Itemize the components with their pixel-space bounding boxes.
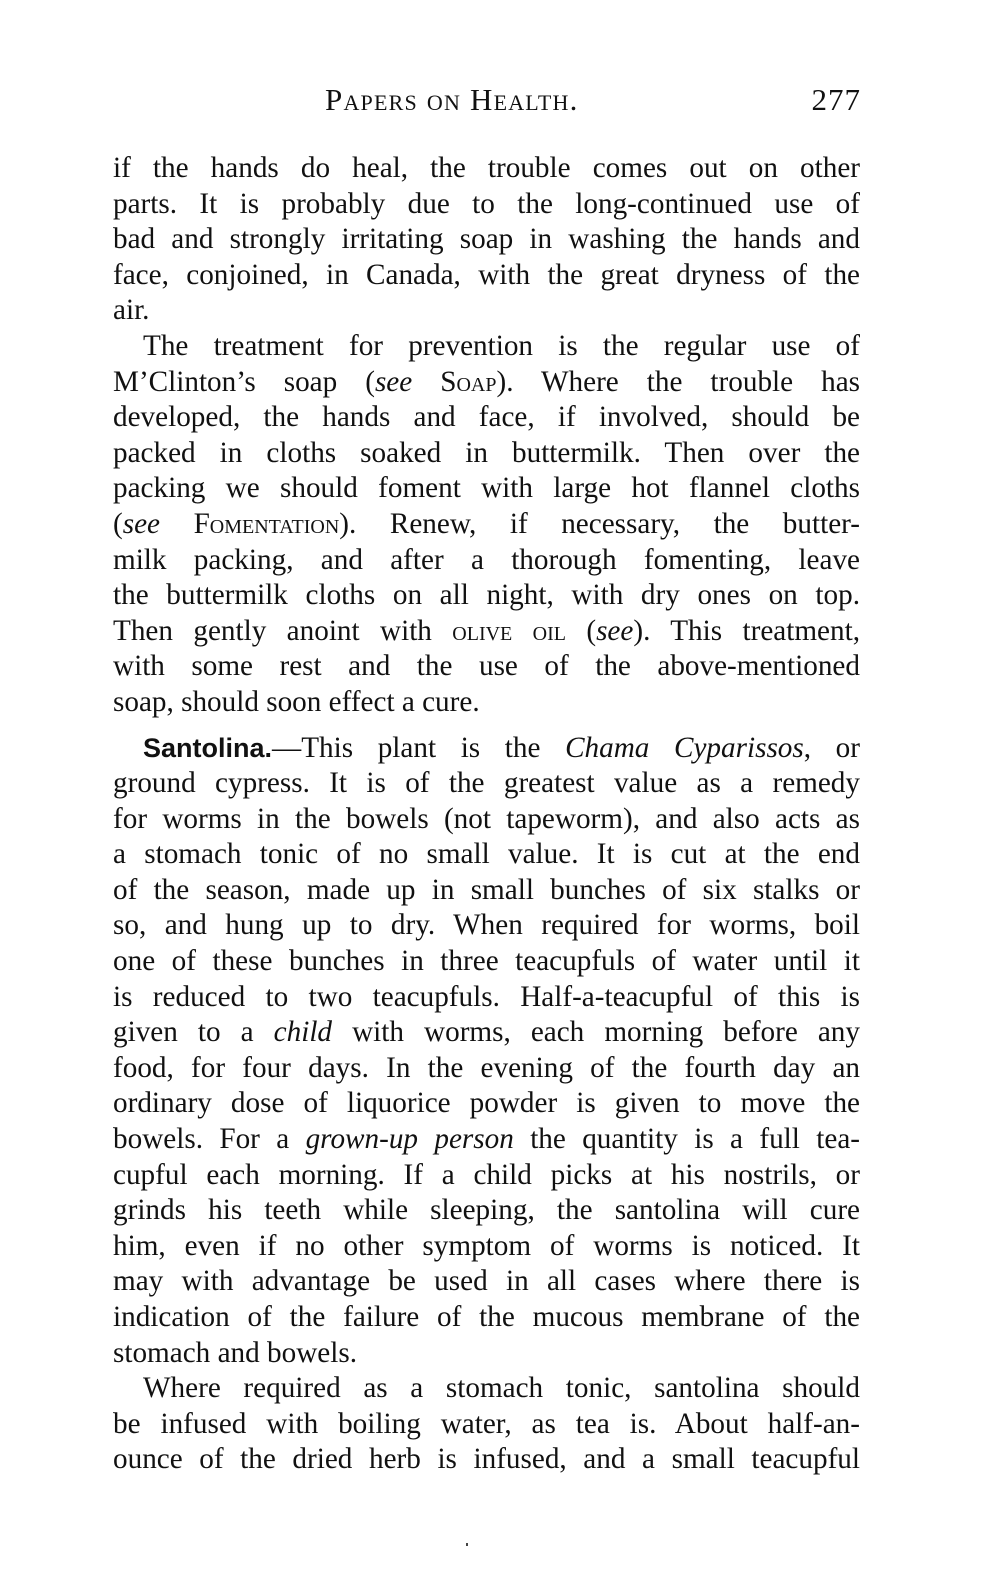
text-line: grinds his teeth while sleeping, the santolina will cure (113, 1194, 860, 1227)
entry-santolina (113, 731, 860, 1372)
text-line: milk packing, and after a thorough fomenting, leave (113, 543, 860, 576)
text-line: may with advantage be used in all cases where there is (113, 1265, 860, 1298)
text-line: if the hands do heal, the trouble comes out on other (113, 152, 860, 184)
text-line: food, for four days. In the evening of the fourth day an (113, 1051, 860, 1084)
text-line (113, 1015, 860, 1051)
text-line: parts. It is probably due to the long-continued use of (113, 187, 860, 220)
paragraph-treatment (113, 329, 860, 721)
entry-headword: Santolina. (143, 732, 273, 763)
text-line: indication of the failure of the mucous membrane of the (113, 1301, 860, 1333)
text-run: ). Where the trouble has (496, 365, 861, 398)
emphasis-italic: child (273, 1016, 333, 1049)
text-line: developed, the hands and face, if involved, should be (113, 401, 860, 434)
text-line: a stomach tonic of no small value. It is cut at the end (113, 838, 860, 871)
scan-speck (466, 1543, 468, 1546)
text-line: for worms in the bowels (not tapeworm), and also acts as (113, 802, 860, 835)
text-run: —This plant is the (272, 731, 566, 764)
text-run: with worms, each morning before any (332, 1016, 860, 1049)
text-run: given to a (113, 1016, 274, 1049)
text-line: packed in cloths soaked in buttermilk. Then over the (113, 436, 860, 469)
see-reference-italic: see (596, 614, 634, 647)
paragraph-gap (113, 721, 860, 731)
text-line: bad and strongly irritating soap in washing the hands and (113, 223, 860, 256)
see-reference-italic: see (374, 365, 413, 398)
latin-name: Chama Cyparissos (565, 731, 804, 764)
paragraph-continuation (113, 151, 860, 329)
text-line: packing we should foment with large hot flannel cloths (113, 472, 860, 505)
text-run: Then gently anoint with (113, 614, 453, 647)
text-line: face, conjoined, in Canada, with the great dryness of the (113, 258, 860, 291)
text-line: with some rest and the use of the above-mentioned (113, 650, 860, 683)
text-run: ( (113, 507, 123, 540)
text-line: is reduced to two teacupfuls. Half-a-teacupful of this is (113, 980, 860, 1013)
text-run: bowels. For a (113, 1123, 306, 1156)
text-line: the buttermilk cloths on all night, with dry ones on top. (113, 579, 860, 612)
text-line: ounce of the dried herb is infused, and a small teacupful (113, 1443, 860, 1476)
text-line: one of these bunches in three teacupfuls of water until it (113, 945, 860, 978)
text-line: him, even if no other symptom of worms is noticed. It (113, 1229, 860, 1262)
text-line: The treatment for prevention is the regular use of (143, 329, 860, 362)
text-run: , or (803, 731, 860, 764)
text-line (113, 507, 860, 543)
text-run: ). This treatment, (633, 614, 860, 647)
page-body (113, 151, 860, 1478)
text-run: the quantity is a full tea- (513, 1123, 860, 1156)
emphasis-italic: grown-up person (305, 1123, 514, 1156)
text-line: be infused with boiling water, as tea is. About half-an- (113, 1407, 860, 1440)
text-line: cupful each morning. If a child picks at his nostrils, or (113, 1158, 860, 1191)
text-line: of the season, made up in small bunches of six stalks or (113, 873, 860, 906)
running-title: Papers on Health. (325, 82, 579, 117)
text-line: so, and hung up to dry. When required for worms, boil (113, 909, 860, 942)
text-line: ground cypress. It is of the greatest value as a remedy (113, 767, 860, 800)
text-run: M’Clinton’s soap ( (113, 365, 375, 398)
cross-reference-olive-oil: olive oil (452, 614, 566, 647)
paragraph-stomach-tonic (113, 1371, 860, 1478)
text-line (113, 1122, 860, 1158)
text-run: ). Renew, if necessary, the butter- (339, 507, 861, 540)
text-run: ( (565, 614, 597, 647)
text-line: air. (113, 294, 150, 327)
text-line (113, 731, 860, 767)
text-line (113, 614, 860, 650)
text-line (113, 365, 860, 401)
cross-reference-fomentation: Fomentation (193, 507, 340, 540)
running-head (313, 82, 861, 132)
text-line: stomach and bowels. (113, 1336, 357, 1369)
see-reference-italic: see (122, 507, 161, 540)
text-line: Where required as a stomach tonic, santolina should (143, 1372, 860, 1405)
text-line: soap, should soon effect a cure. (113, 685, 480, 718)
cross-reference-soap: Soap (440, 365, 497, 398)
page-number: 277 (811, 82, 861, 117)
text-line: ordinary dose of liquorice powder is given to move the (113, 1087, 860, 1120)
